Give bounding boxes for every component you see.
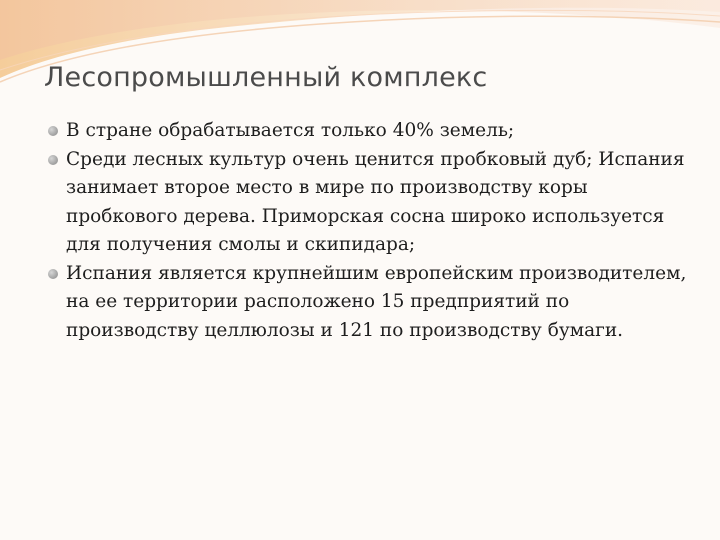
bullet-dot-icon [48, 269, 58, 279]
bullet-text: Испания является крупнейшим европейским производителем, на ее территории расположено 15 предприятий по производству целлюлозы и 121 по производству бумаги. [66, 262, 687, 341]
bullet-text: Среди лесных культур очень ценится пробковый дуб; Испания занимает второе место в мире по производству коры пробкового дерева. Приморская сосна широко используется для получения смолы и скипидара; [66, 148, 685, 255]
bullet-item [48, 260, 688, 346]
bullet-list [48, 117, 688, 345]
bullet-dot-icon [48, 126, 58, 136]
bullet-dot-icon [48, 155, 58, 165]
slide-title: Лесопромышленный комплекс [44, 62, 488, 93]
bullet-item [48, 117, 688, 146]
bullet-text: В стране обрабатывается только 40% земель; [66, 120, 515, 141]
bullet-item [48, 146, 688, 260]
